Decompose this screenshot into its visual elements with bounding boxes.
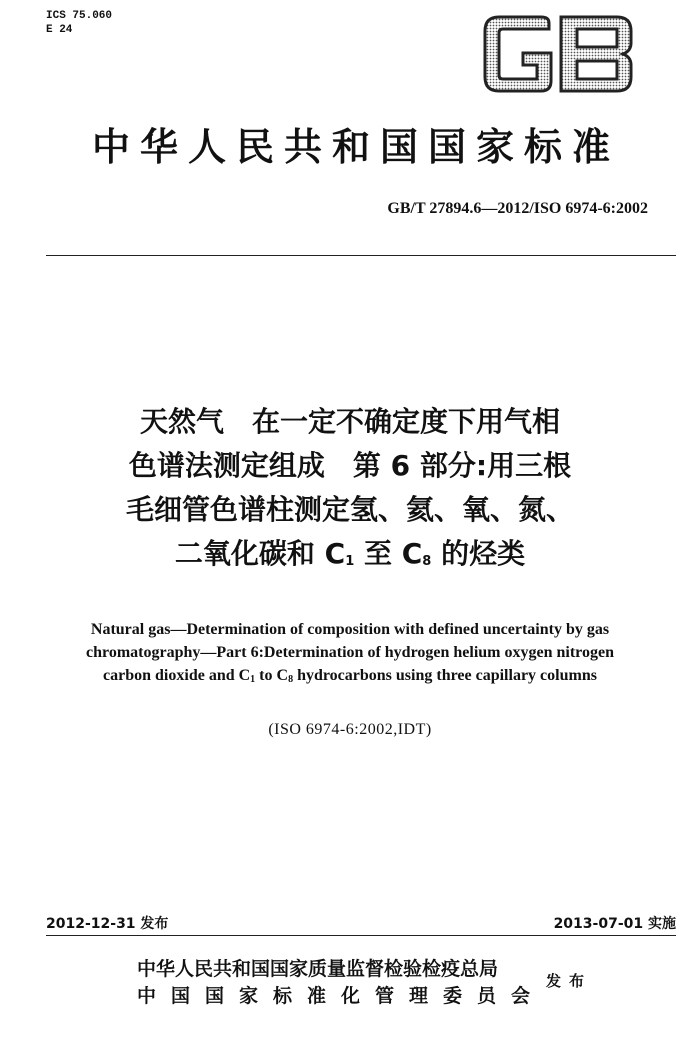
ccs-code: E 24	[46, 24, 73, 36]
implementation-date: 2013-07-01 实施	[553, 916, 676, 932]
ics-code: ICS 75.060	[46, 10, 113, 22]
en-title-line-2: chromatography—Part 6:Determination of hydrogen helium oxygen nitrogen	[86, 644, 614, 661]
cn-title-line-1: 天然气 在一定不确定度下用气相	[139, 405, 560, 438]
national-standard-title: 中华人民共和国国家标准	[91, 124, 620, 169]
standard-number: GB/T 27894.6—2012/ISO 6974-6:2002	[387, 200, 648, 217]
en-title-line-1: Natural gas—Determination of composition with defined uncertainty by gas	[90, 621, 610, 638]
classification-codes	[46, 9, 112, 37]
issuer-aqsiq: 中华人民共和国国家质量监督检验检疫总局	[137, 958, 499, 980]
issuing-authorities	[137, 956, 545, 1010]
issuer-sac: 中国国家标准化管理委员会	[137, 985, 546, 1007]
chinese-title	[40, 400, 660, 584]
english-title	[40, 618, 660, 691]
gb-logo	[483, 15, 633, 93]
logo-letter-g	[485, 17, 551, 91]
logo-b-lower-hole	[577, 61, 617, 79]
cn-title-line-4: 二氧化碳和 $C_1$ 至 $C_8$ 的烃类	[174, 537, 526, 570]
footer-divider	[46, 935, 676, 936]
logo-b-upper-hole	[577, 29, 617, 47]
publish-label: 发布	[546, 972, 593, 990]
cn-title-line-2: 色谱法测定组成 第 6 部分:用三根	[128, 449, 572, 482]
en-title-line-3: carbon dioxide and $C_1$ to $C_8$ hydrocarbons using three capillary columns	[103, 667, 597, 685]
iso-reference: (ISO 6974-6:2002,IDT)	[268, 721, 432, 738]
header-divider	[46, 255, 676, 256]
issue-date: 2012-12-31 发布	[46, 916, 169, 932]
cn-title-line-3: 毛细管色谱柱测定氢、氦、氧、氮、	[125, 493, 574, 526]
